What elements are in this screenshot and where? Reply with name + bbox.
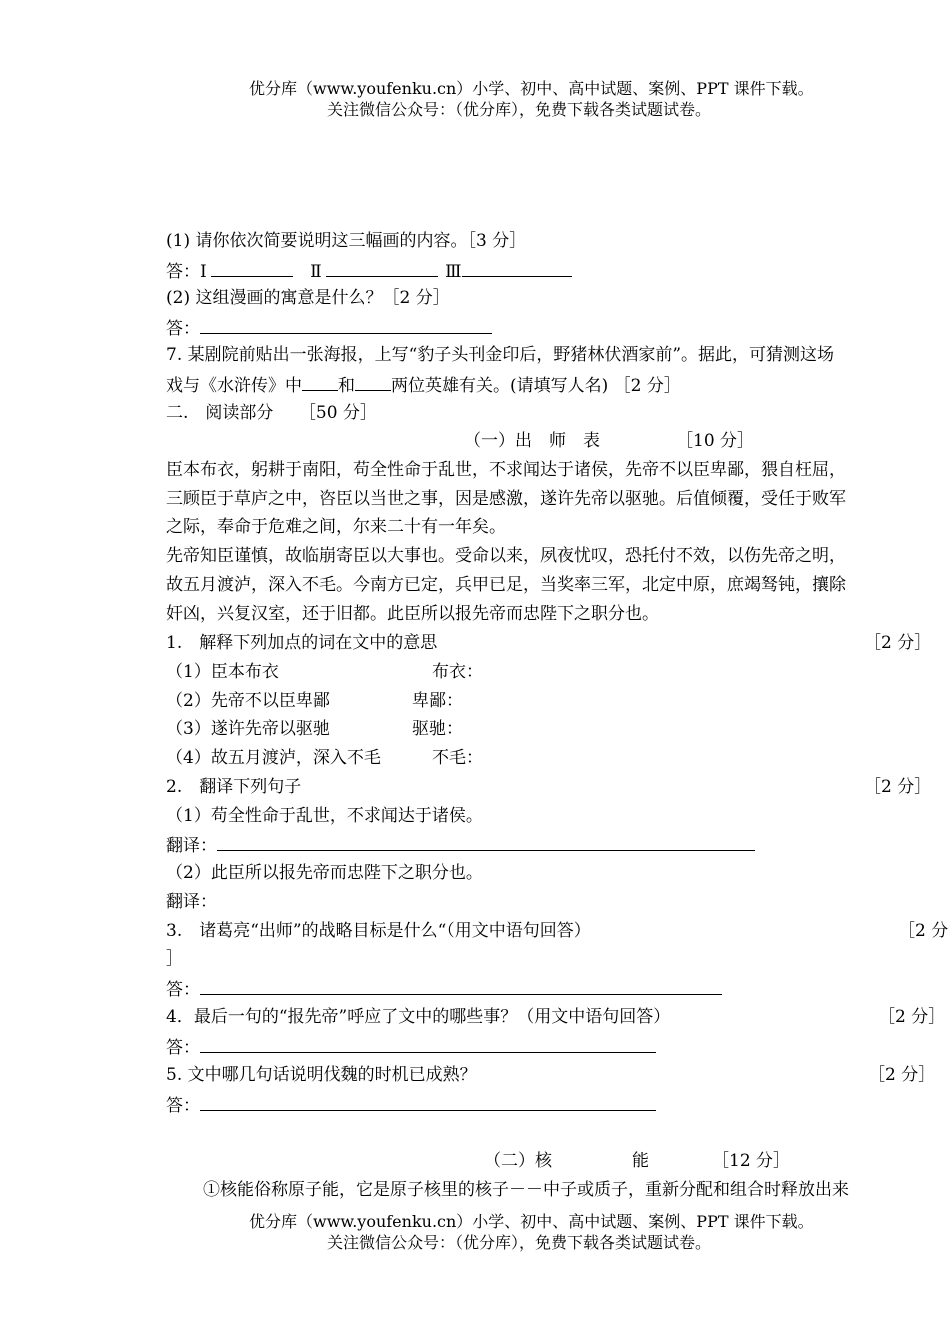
answer-blank-hero1[interactable] [302,373,338,391]
q6-answer1 [166,259,572,283]
q6-answer1-ii: Ⅱ [310,262,322,282]
question2-score: ［2 分］ [864,777,932,797]
q3-answer-prefix: 答： [166,980,200,1000]
question1-score: ［2 分］ [864,633,932,653]
q2-translation2-label: 翻译： [166,892,217,912]
passage1-line-3: 之际，奉命于危难之间，尔来二十有一年矣。 [166,517,506,537]
q2-sentence1: （1）苟全性命于乱世，不求闻达于诸侯。 [166,806,483,826]
question5-score: ［2 分］ [868,1065,936,1085]
page-header-line1: 优分库（www.youfenku.cn）小学、初中、高中试题、案例、PPT 课件下载。 [249,79,814,98]
q1-item3-word: 驱驰： [412,719,463,739]
q1-item4-sentence: （4）故五月渡泸，深入不毛 [166,748,381,768]
q6-answer2 [166,316,492,340]
answer-blank-hero2[interactable] [355,373,391,391]
q1-item1-sentence: （1）臣本布衣 [166,662,279,682]
passage1-title: （一）出 师 表 [464,431,600,451]
passage2-score: ［12 分］ [712,1151,791,1171]
question3-score-wrap: ］ [166,949,183,969]
q1-item4-word: 不毛： [432,748,483,768]
question3-text: 3. 诸葛亮“出师”的战略目标是什么“（用文中语句回答） [166,921,591,941]
passage1-line-2: 三顾臣于草庐之中，咨臣以当世之事，因是感激，遂许先帝以驱驰。后值倾覆，受任于败军 [166,489,846,509]
q6-answer2-prefix: 答： [166,319,200,339]
answer-blank-q5[interactable] [200,1093,656,1111]
q2-translation1-label: 翻译： [166,836,217,856]
answer-blank-q3[interactable] [200,977,722,995]
answer-blank-translation1[interactable] [217,833,755,851]
q7-text-a: 戏与《水浒传》中 [166,376,302,396]
q6-answer1-iii: Ⅲ [445,262,462,282]
q7-line2 [166,373,681,397]
q7-text-b: 和 [338,376,355,396]
q1-item2-word: 卑鄙： [412,691,463,711]
q5-answer [166,1093,656,1117]
page-footer-line2: 关注微信公众号：（优分库），免费下载各类试题试卷。 [327,1233,712,1252]
passage1-line-1: 臣本布衣，躬耕于南阳，苟全性命于乱世，不求闻达于诸侯，先帝不以臣卑鄙，猥自枉屈， [166,460,846,480]
q2-translation1 [166,833,755,857]
answer-blank-ii[interactable] [326,259,438,277]
q6-answer1-prefix: 答：Ⅰ [166,262,207,282]
question2-text: 2. 翻译下列句子 [166,777,302,797]
q4-answer-prefix: 答： [166,1038,200,1058]
passage2-title-b: 能 [632,1151,649,1171]
passage2-line1: ①核能俗称原子能，它是原子核里的核子－－中子或质子，重新分配和组合时释放出来 [203,1180,849,1200]
answer-blank-q6-2[interactable] [200,316,492,334]
q7-text-c: 两位英雄有关。(请填写人名) ［2 分］ [391,376,681,396]
q7-line1: 7. 某剧院前贴出一张海报，上写“豹子头刊金印后，野猪林伏酒家前”。据此，可猜测这场 [166,345,835,365]
question4-text: 4．最后一句的“报先帝”呼应了文中的哪些事？（用文中语句回答） [166,1007,671,1027]
question4-score: ［2 分］ [878,1007,946,1027]
q6-part2: (2) 这组漫画的寓意是什么？［2 分］ [166,288,450,308]
passage2-title-a: （二）核 [484,1151,552,1171]
section2-title: 二. 阅读部分 ［50 分］ [166,403,377,423]
q4-answer [166,1035,656,1059]
question3-score: ［2 分 [898,921,949,941]
passage1-line-6: 奸凶，兴复汉室，还于旧都。此臣所以报先帝而忠陛下之职分也。 [166,604,659,624]
passage1-score: ［10 分］ [676,431,755,451]
question1-text: 1. 解释下列加点的词在文中的意思 [166,633,438,653]
question5-text: 5. 文中哪几句话说明伐魏的时机已成熟？ [166,1065,477,1085]
q6-part1: (1) 请你依次简要说明这三幅画的内容。［3 分］ [166,231,527,251]
q1-item1-word: 布衣： [432,662,483,682]
passage1-line-5: 故五月渡泸，深入不毛。今南方已定，兵甲已足，当奖率三军，北定中原，庶竭驽钝，攘除 [166,575,846,595]
answer-blank-iii[interactable] [462,259,572,277]
q5-answer-prefix: 答： [166,1096,200,1116]
q1-item3-sentence: （3）遂许先帝以驱驰 [166,719,330,739]
answer-blank-i[interactable] [211,259,293,277]
q3-answer [166,977,722,1001]
page-header-line2: 关注微信公众号：（优分库），免费下载各类试题试卷。 [327,100,712,119]
q2-sentence2: （2）此臣所以报先帝而忠陛下之职分也。 [166,863,483,883]
page-footer-line1: 优分库（www.youfenku.cn）小学、初中、高中试题、案例、PPT 课件下载。 [249,1212,814,1231]
answer-blank-q4[interactable] [200,1035,656,1053]
q1-item2-sentence: （2）先帝不以臣卑鄙 [166,691,330,711]
passage1-line-4: 先帝知臣谨慎，故临崩寄臣以大事也。受命以来，夙夜忧叹，恐托付不效，以伤先帝之明， [166,546,846,566]
